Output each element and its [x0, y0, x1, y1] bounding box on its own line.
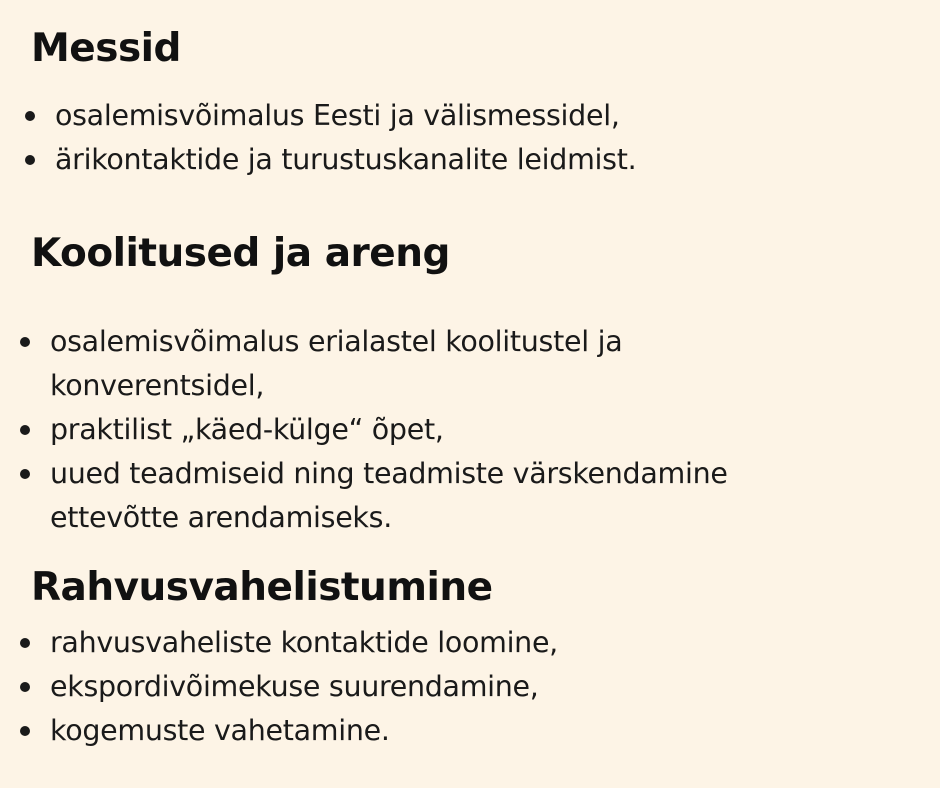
list-item-text: praktilist „käed-külge“ õpet,: [50, 413, 444, 446]
list-item-text: osalemisvõimalus erialastel koolitustel ja: [50, 325, 623, 358]
list-item: [20, 408, 728, 452]
list-item-text: ärikontaktide ja turustuskanalite leidmist.: [55, 143, 637, 176]
section-heading: Koolitused ja areng: [31, 231, 450, 276]
list-item: [20, 621, 558, 665]
bullet-list: [20, 621, 558, 753]
section-heading: Rahvusvahelistumine: [31, 565, 493, 610]
list-item-text: uued teadmiseid ning teadmiste värskendamine: [50, 457, 728, 490]
list-item: [20, 665, 558, 709]
list-item-text: osalemisvõimalus Eesti ja välismessidel,: [55, 99, 620, 132]
section-heading: Messid: [31, 26, 181, 71]
list-item: [25, 94, 636, 138]
list-item-text: rahvusvaheliste kontaktide loomine,: [50, 626, 558, 659]
list-item-text: ekspordivõimekuse suurendamine,: [50, 670, 539, 703]
bullet-list: [25, 94, 636, 182]
list-item: [20, 452, 728, 540]
list-item: [20, 709, 558, 753]
list-item-text-continued: konverentsidel,: [50, 369, 265, 402]
list-item-text-continued: ettevõtte arendamiseks.: [50, 501, 392, 534]
list-item-text: kogemuste vahetamine.: [50, 714, 390, 747]
bullet-list: [20, 320, 728, 540]
list-item: [20, 320, 728, 408]
list-item: [25, 138, 636, 182]
